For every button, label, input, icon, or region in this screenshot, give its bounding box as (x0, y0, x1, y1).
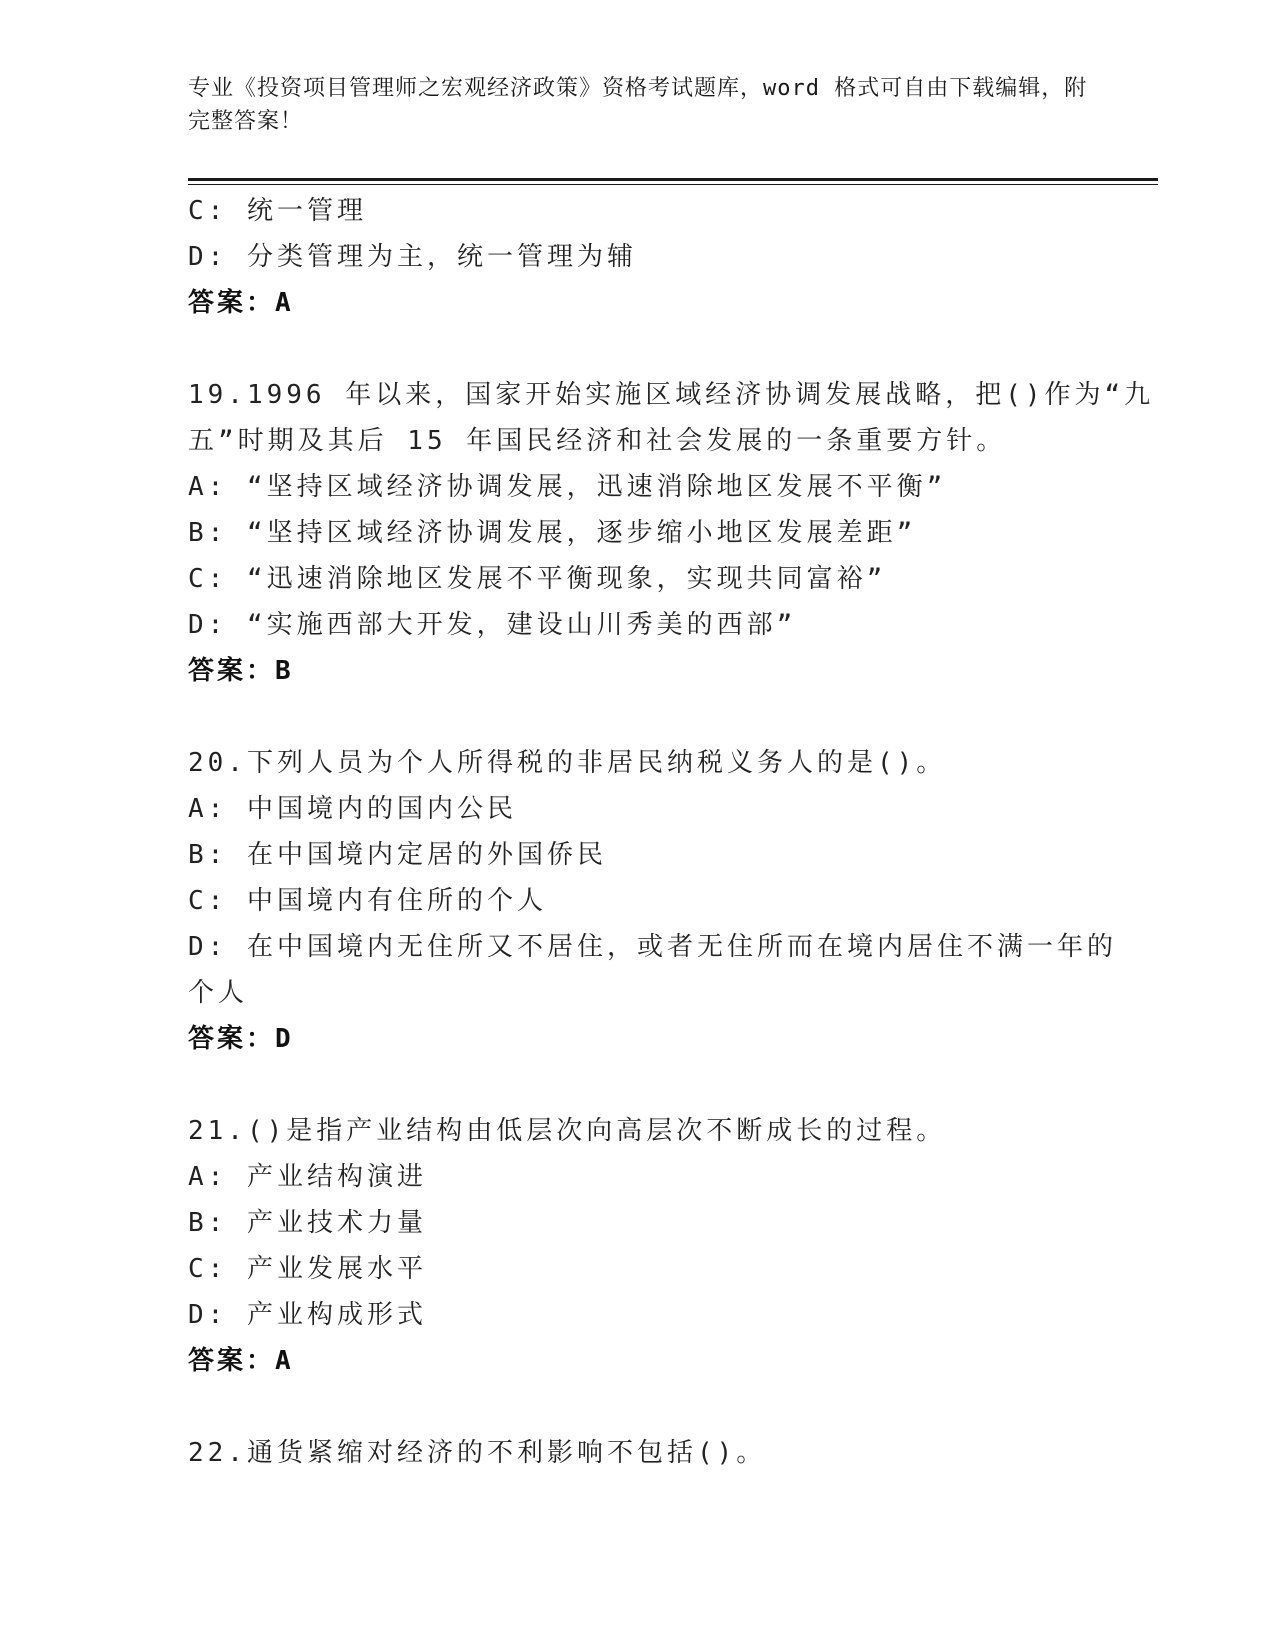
option-c: C: 中国境内有住所的个人 (188, 886, 547, 916)
question-21 (188, 1108, 1088, 1384)
option-b: B: “坚持区域经济协调发展，逐步缩小地区发展差距” (188, 518, 917, 548)
question-content (188, 188, 1155, 1476)
answer: 答案：A (188, 288, 294, 318)
option-b: B: 产业技术力量 (188, 1208, 427, 1238)
header-rule-thin (188, 184, 1158, 185)
spacer (188, 694, 1088, 740)
option-d: D: “实施西部大开发，建设山川秀美的西部” (188, 610, 797, 640)
question-18 (188, 188, 1088, 326)
option-c: C: 统一管理 (188, 196, 367, 226)
question-stem-continued: 五”时期及其后 15 年国民经济和社会发展的一条重要方针。 (188, 426, 1007, 456)
option-d: D: 分类管理为主，统一管理为辅 (188, 242, 637, 272)
option-c: C: 产业发展水平 (188, 1254, 427, 1284)
document-header: 专业《投资项目管理师之宏观经济政策》资格考试题库，word 格式可自由下载编辑，附完整答案！ (188, 76, 1088, 134)
option-a: A: 产业结构演进 (188, 1162, 427, 1192)
option-d: D: 产业构成形式 (188, 1300, 427, 1330)
question-stem: 21.()是指产业结构由低层次向高层次不断成长的过程。 (188, 1116, 947, 1146)
question-22 (188, 1430, 1088, 1476)
spacer (188, 1384, 1088, 1430)
question-stem: 19.1996 年以来，国家开始实施区域经济协调发展战略，把()作为“九 (188, 380, 1155, 410)
question-stem: 22.通货紧缩对经济的不利影响不包括()。 (188, 1438, 767, 1468)
answer: 答案：D (188, 1024, 294, 1054)
option-b: B: 在中国境内定居的外国侨民 (188, 840, 607, 870)
header-rule-thick (188, 178, 1158, 181)
option-c: C: “迅速消除地区发展不平衡现象，实现共同富裕” (188, 564, 887, 594)
answer: 答案：A (188, 1346, 294, 1376)
question-stem: 20.下列人员为个人所得税的非居民纳税义务人的是()。 (188, 748, 947, 778)
option-d-continued: 个人 (188, 978, 249, 1008)
spacer (188, 1062, 1088, 1108)
spacer (188, 326, 1088, 372)
question-20 (188, 740, 1117, 1062)
option-a: A: “坚持区域经济协调发展，迅速消除地区发展不平衡” (188, 472, 947, 502)
option-d: D: 在中国境内无住所又不居住，或者无住所而在境内居住不满一年的 (188, 932, 1117, 962)
option-a: A: 中国境内的国内公民 (188, 794, 517, 824)
question-19 (188, 372, 1155, 694)
answer: 答案：B (188, 656, 294, 686)
